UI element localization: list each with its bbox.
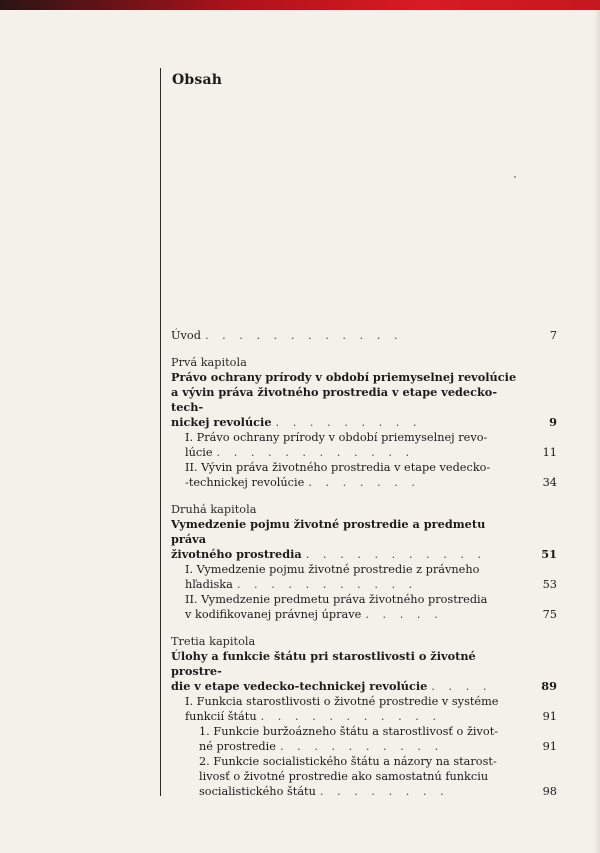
heading-line: životného prostredia: [171, 547, 302, 561]
page-edge: [594, 10, 600, 853]
toc-page-number: 91: [531, 709, 557, 724]
toc-page-number: 9: [531, 415, 557, 430]
toc-entry-1-II[interactable]: II. Vývin práva životného prostredia v etape vedecko- -technickej revolúcie . . . . . . . 34: [185, 461, 557, 489]
toc-entry-chapter-1-heading[interactable]: Právo ochrany prírody v období priemyselnej revolúcie a vývin práva životného prostredia v etape vedecko-tech- nickej revolúcie . . . . . . . . . 9: [171, 370, 557, 429]
chapter-label: Tretia kapitola: [171, 635, 256, 648]
entry-line: livosť o životné prostredie ako samostatnú funkciu: [199, 770, 489, 783]
entry-line: né prostredie: [199, 740, 276, 753]
toc-page-number: 7: [531, 328, 557, 343]
heading-line: Úlohy a funkcie štátu pri starostlivosti o životné prostre-: [171, 649, 476, 678]
heading-line: nickej revolúcie: [171, 415, 272, 429]
book-top-edge: [0, 0, 600, 10]
entry-line: -technickej revolúcie: [185, 476, 305, 489]
chapter-label: Prvá kapitola: [171, 356, 247, 369]
toc-entry-text: Úvod: [171, 329, 201, 342]
toc-page-number: 91: [531, 739, 557, 754]
heading-line: Vymedzenie pojmu životné prostredie a predmetu práva: [171, 517, 486, 546]
entry-line: lúcie: [185, 446, 213, 459]
toc-page-number: 75: [531, 607, 557, 622]
chapter-label: Druhá kapitola: [171, 503, 257, 516]
toc-entry-3-I[interactable]: I. Funkcia starostlivosti o životné prostredie v systéme funkcií štátu . . . . . . . . . . . 91: [185, 695, 557, 723]
entry-line: funkcií štátu: [185, 710, 257, 723]
toc-chapter-1: [171, 355, 557, 490]
entry-line: I. Vymedzenie pojmu životné prostredie z právneho: [185, 563, 480, 576]
toc-page-number: 11: [531, 445, 557, 460]
toc-chapter-3: [171, 634, 557, 799]
toc-entry-chapter-3-heading[interactable]: Úlohy a funkcie štátu pri starostlivosti o životné prostre- die v etape vedecko-technickej revolúcie . . . . 89: [171, 649, 557, 693]
toc-entry-1-I[interactable]: I. Právo ochrany prírody v období priemyselnej revo- lúcie . . . . . . . . . . . . 11: [185, 431, 557, 459]
entry-line: socialistického štátu: [199, 785, 316, 798]
entry-line: II. Vývin práva životného prostredia v etape vedecko-: [185, 461, 491, 474]
toc-entry-3-I-2[interactable]: 2. Funkcie socialistického štátu a názory na starost- livosť o životné prostredie ako samostatnú funkciu socialistického štátu . . . . . . . . 98: [199, 755, 557, 798]
toc-entry-2-I[interactable]: I. Vymedzenie pojmu životné prostredie z právneho hľadiska . . . . . . . . . . . 53: [185, 563, 557, 591]
toc-entry-chapter-2-heading[interactable]: Vymedzenie pojmu životné prostredie a predmetu práva životného prostredia . . . . . . . . . . . 51: [171, 517, 557, 561]
entry-line: hľadiska: [185, 578, 233, 591]
toc-entry-intro[interactable]: Úvod . . . . . . . . . . . . 7: [171, 329, 557, 342]
page-title: Obsah: [172, 72, 223, 88]
toc-chapter-2: [171, 502, 557, 622]
heading-line: die v etape vedecko-technickej revolúcie: [171, 679, 428, 693]
toc-page-number: 98: [531, 784, 557, 799]
toc-entry-2-II[interactable]: II. Vymedzenie predmetu práva životného prostredia v kodifikovanej právnej úprave . . . . . 75: [185, 593, 557, 621]
toc-entry-3-I-1[interactable]: 1. Funkcie buržoázneho štátu a starostlivosť o život- né prostredie . . . . . . . . . . 91: [199, 725, 557, 753]
entry-line: 2. Funkcie socialistického štátu a názory na starost-: [199, 755, 497, 768]
heading-line: Právo ochrany prírody v období priemyselnej revolúcie: [171, 370, 517, 384]
entry-line: v kodifikovanej právnej úprave: [185, 608, 362, 621]
margin-rule: [160, 68, 161, 796]
toc-intro-section: [171, 328, 557, 343]
toc-page-number: 51: [531, 547, 557, 562]
entry-line: I. Právo ochrany prírody v období priemyselnej revo-: [185, 431, 488, 444]
entry-line: 1. Funkcie buržoázneho štátu a starostlivosť o život-: [199, 725, 499, 738]
paper-speck: [514, 176, 516, 178]
table-of-contents: [171, 328, 557, 811]
entry-line: I. Funkcia starostlivosti o životné prostredie v systéme: [185, 695, 499, 708]
entry-line: II. Vymedzenie predmetu práva životného prostredia: [185, 593, 488, 606]
toc-page-number: 53: [531, 577, 557, 592]
toc-page-number: 34: [531, 475, 557, 490]
toc-page-number: 89: [531, 679, 557, 694]
heading-line: a vývin práva životného prostredia v etape vedecko-tech-: [171, 385, 498, 414]
